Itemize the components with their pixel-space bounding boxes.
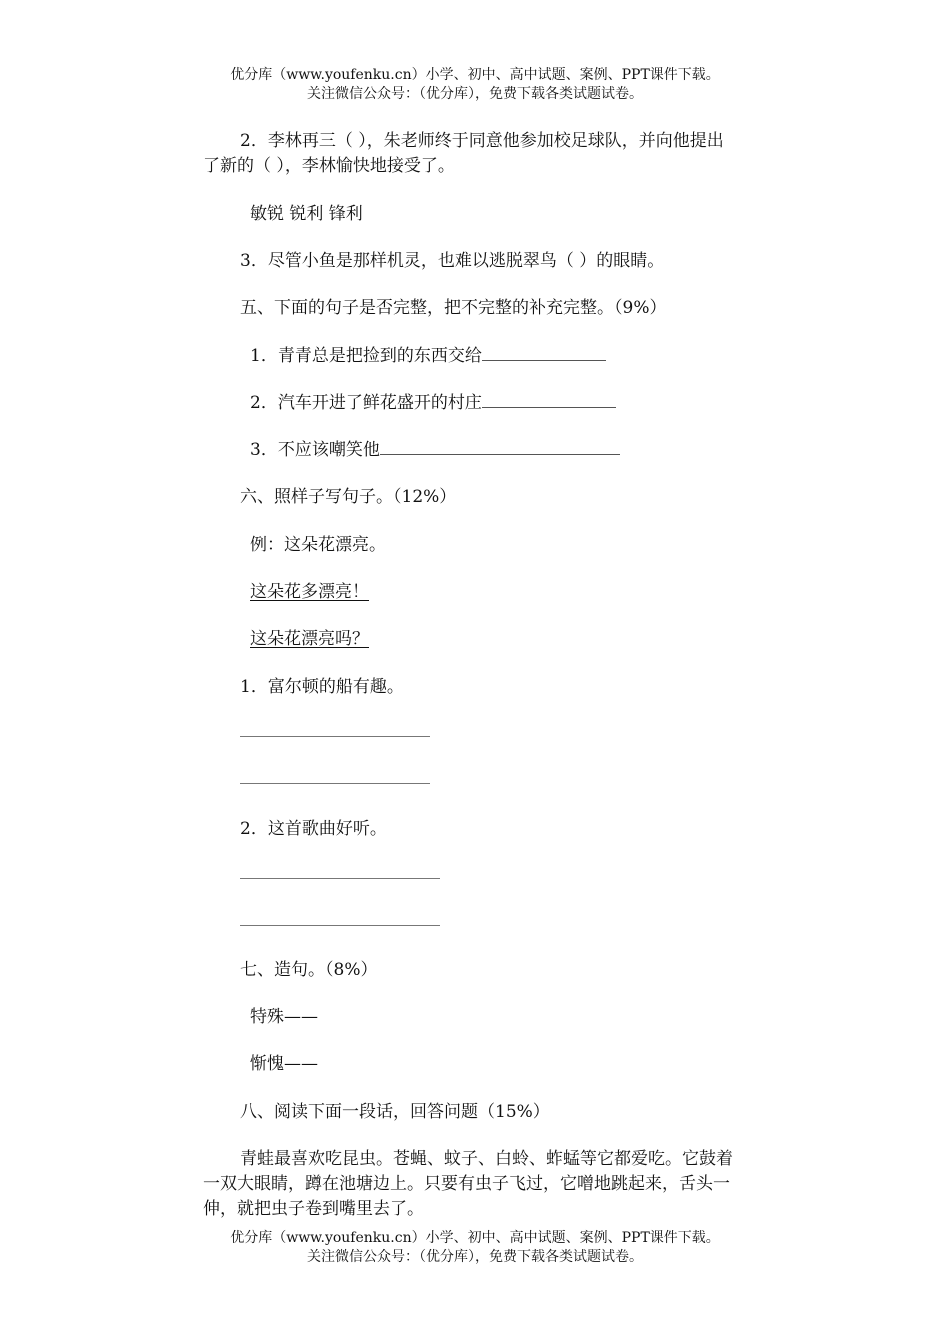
question-5-1 xyxy=(250,341,606,366)
question-5-3-text: 3．不应该嘲笑他 xyxy=(250,440,380,460)
answer-blank[interactable] xyxy=(482,344,606,361)
passage-line-3: 伸，就把虫子卷到嘴里去了。 xyxy=(203,1199,424,1219)
passage-line-1: 青蛙最喜欢吃昆虫。苍蝇、蚊子、白蛉、蚱蜢等它都爱吃。它鼓着 xyxy=(240,1149,733,1169)
section-5-title: 五、下面的句子是否完整，把不完整的补充完整。（9%） xyxy=(240,298,667,318)
question-5-1-text: 1．青青总是把捡到的东西交给 xyxy=(250,346,482,366)
answer-line[interactable] xyxy=(240,925,440,926)
word-prompt-2: 惭愧—— xyxy=(250,1054,318,1074)
section-7-title: 七、造句。（8%） xyxy=(240,960,378,980)
example-answer-2: 这朵花漂亮吗？ xyxy=(250,629,369,649)
example-sentence: 例：这朵花漂亮。 xyxy=(250,535,386,555)
word-prompt-1: 特殊—— xyxy=(250,1007,318,1027)
question-4-3: 3．尽管小鱼是那样机灵，也难以逃脱翠鸟（ ）的眼睛。 xyxy=(240,251,665,271)
question-5-2-text: 2．汽车开进了鲜花盛开的村庄 xyxy=(250,393,482,413)
question-5-3 xyxy=(250,435,620,460)
question-4-2-line-2: 了新的（ ），李林愉快地接受了。 xyxy=(203,156,455,176)
question-6-1: 1．富尔顿的船有趣。 xyxy=(240,677,404,697)
answer-line[interactable] xyxy=(240,783,430,784)
header-line-1: 优分库（www.youfenku.cn）小学、初中、高中试题、案例、PPT课件下载。 xyxy=(230,67,720,83)
page-footer xyxy=(0,1229,950,1267)
answer-line[interactable] xyxy=(240,878,440,879)
passage-line-2: 一双大眼睛，蹲在池塘边上。只要有虫子飞过，它噌地跳起来，舌头一 xyxy=(203,1174,730,1194)
footer-line-2: 关注微信公众号：（优分库），免费下载各类试题试卷。 xyxy=(307,1249,643,1265)
word-options: 敏锐 锐利 锋利 xyxy=(250,204,363,224)
answer-line[interactable] xyxy=(240,736,430,737)
question-6-2: 2．这首歌曲好听。 xyxy=(240,819,387,839)
question-5-2 xyxy=(250,388,616,413)
footer-line-1: 优分库（www.youfenku.cn）小学、初中、高中试题、案例、PPT课件下载。 xyxy=(230,1230,720,1246)
page-header xyxy=(0,66,950,104)
section-6-title: 六、照样子写句子。（12%） xyxy=(240,487,457,507)
header-line-2: 关注微信公众号：（优分库），免费下载各类试题试卷。 xyxy=(307,86,643,102)
question-4-2-line-1: 2．李林再三（ ），朱老师终于同意他参加校足球队，并向他提出 xyxy=(240,131,724,151)
example-answer-1: 这朵花多漂亮！ xyxy=(250,582,369,602)
answer-blank[interactable] xyxy=(482,391,616,408)
answer-blank[interactable] xyxy=(380,438,620,455)
section-8-title: 八、阅读下面一段话，回答问题（15%） xyxy=(240,1102,550,1122)
